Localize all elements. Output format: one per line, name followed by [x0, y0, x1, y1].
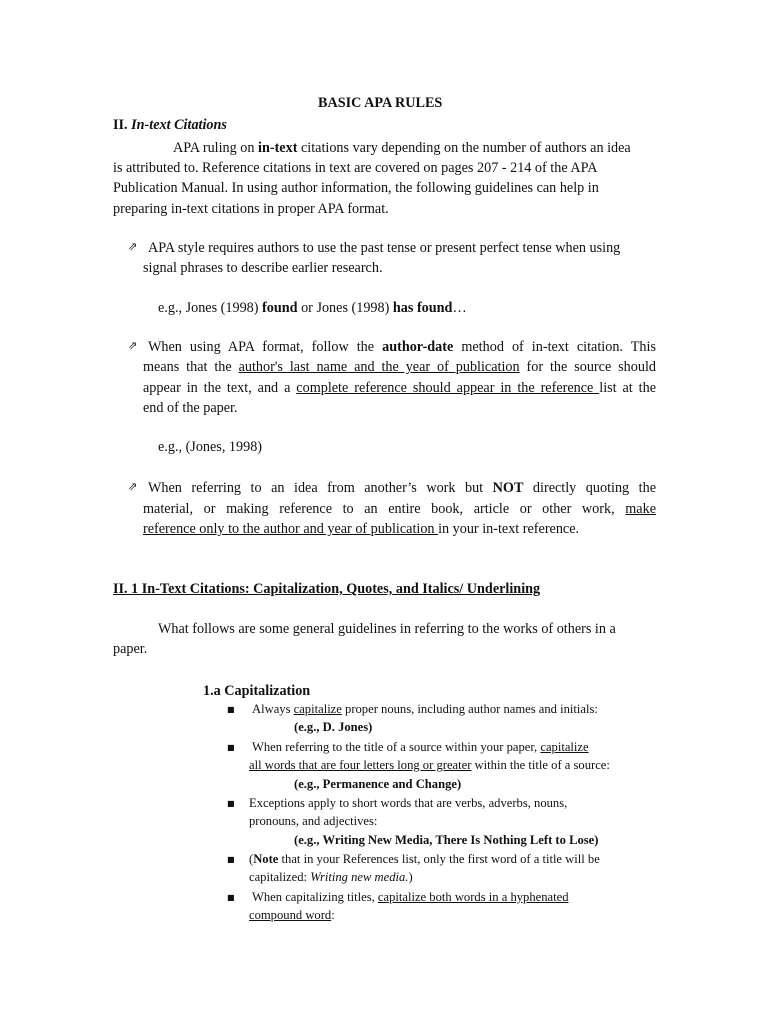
cap3-example: (e.g., Writing New Media, There Is Nothing Left to Lose): [294, 833, 599, 847]
bullet1-line-1: APA style requires authors to use the past tense or present perfect tense when using: [148, 240, 621, 256]
arrow-bullet-icon: ⇗: [128, 480, 138, 493]
square-bullet-icon: ■: [227, 799, 235, 808]
cap5-line-1: When capitalizing titles, capitalize both words in a hyphenated: [252, 890, 569, 904]
square-bullet-icon: ■: [227, 705, 235, 714]
bullet3-line-2: material, or making reference to an entire book, article or other work, make: [143, 501, 656, 517]
cap4-line-2: capitalized: Writing new media.): [249, 870, 413, 884]
document-title: BASIC APA RULES: [318, 95, 443, 111]
arrow-bullet-icon: ⇗: [128, 240, 138, 253]
bullet2-line-4: end of the paper.: [143, 400, 238, 416]
section-heading-in-text-citations: [113, 115, 227, 135]
intro-line-1: APA ruling on in-text citations vary depending on the number of authors an idea: [173, 140, 631, 156]
bullet2-line-3: appear in the text, and a complete reference should appear in the reference list at the: [143, 380, 657, 396]
intro-line-2: is attributed to. Reference citations in text are covered on pages 207 - 214 of the APA: [113, 160, 598, 176]
cap2-line-2: all words that are four letters long or greater within the title of a source:: [249, 758, 610, 772]
cap2-line-1: When referring to the title of a source within your paper, capitalize: [252, 740, 589, 754]
bullet1-example: e.g., Jones (1998) found or Jones (1998) has found…: [158, 300, 467, 316]
bullet3-line-1: When referring to an idea from another’s work but NOT directly quoting the: [148, 480, 656, 496]
cap2-example: (e.g., Permanence and Change): [294, 777, 462, 791]
cap4-line-1: (Note that in your References list, only the first word of a title will be: [249, 852, 600, 866]
cap5-line-2: compound word:: [249, 908, 335, 922]
arrow-bullet-icon: ⇗: [128, 339, 138, 352]
square-bullet-icon: ■: [227, 893, 235, 902]
cap1-example: (e.g., D. Jones): [294, 720, 373, 734]
bullet3-line-3: reference only to the author and year of publication in your in-text reference.: [143, 521, 580, 537]
cap3-line-1: Exceptions apply to short words that are verbs, adverbs, nouns,: [249, 796, 568, 810]
section-heading-capitalization-quotes-italics: II. 1 In-Text Citations: Capitalization, Quotes, and Italics/ Underlining: [113, 581, 541, 597]
bullet2-example: e.g., (Jones, 1998): [158, 439, 263, 455]
bullet2-line-2: means that the author's last name and the year of publication for the source should: [143, 359, 656, 375]
cap3-line-2: pronouns, and adjectives:: [249, 814, 378, 828]
para2-line-2: paper.: [113, 641, 148, 657]
intro-line-3: Publication Manual. In using author information, the following guidelines can help in: [113, 180, 599, 196]
square-bullet-icon: ■: [227, 743, 235, 752]
para2-line-1: What follows are some general guidelines in referring to the works of others in a: [158, 621, 616, 637]
cap1-line: Always capitalize proper nouns, including author names and initials:: [252, 702, 598, 716]
intro-line-4: preparing in-text citations in proper APA format.: [113, 201, 389, 217]
square-bullet-icon: ■: [227, 855, 235, 864]
subsection-heading-capitalization: 1.a Capitalization: [203, 683, 311, 699]
bullet1-line-2: signal phrases to describe earlier research.: [143, 260, 383, 276]
bullet2-line-1: When using APA format, follow the author-date method of in-text citation. This: [148, 339, 656, 355]
section-number: II.: [113, 117, 128, 133]
section-title: In-text Citations: [131, 117, 227, 133]
